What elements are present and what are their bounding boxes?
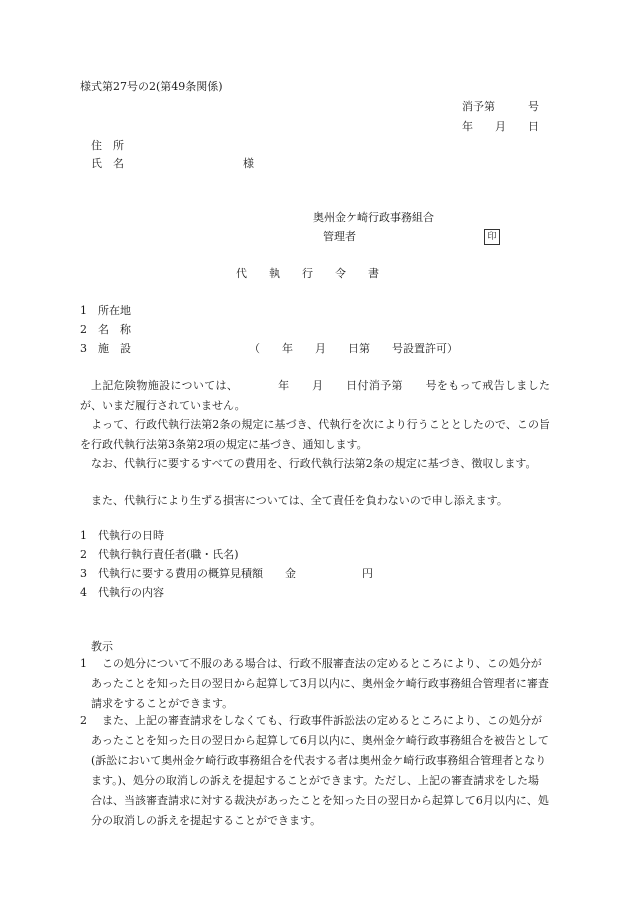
issue-date: 年 月 日 bbox=[462, 120, 539, 133]
item-row-1 bbox=[80, 529, 164, 543]
body-paragraph-3: なお、代執行に要するすべての費用を、行政代執行法第2条の規定に基づき、徴収します。 bbox=[91, 457, 537, 470]
note-num: 1 bbox=[80, 657, 87, 670]
note-text: この処分について不服のある場合は、行政不服審査法の定めるところにより、この処分があったことを知った日の翌日から起算して3月以内に、奥州金ケ崎行政事務組合管理者に審査請求をすることができます。 bbox=[91, 657, 549, 710]
item-num: 1 bbox=[80, 529, 87, 542]
seal-mark: 印 bbox=[484, 229, 500, 245]
facility-row-1 bbox=[80, 304, 131, 318]
note-num: 2 bbox=[80, 714, 87, 727]
facility-label: 名 称 bbox=[98, 323, 131, 336]
form-id: 様式第27号の2(第49条関係) bbox=[80, 80, 223, 93]
item-text: 代執行の内容 bbox=[98, 586, 164, 599]
facility-row-2 bbox=[80, 323, 131, 337]
sender-title: 管理者 bbox=[323, 230, 356, 243]
body-paragraph-4: また、代執行により生ずる損害については、全て責任を負わないので申し添えます。 bbox=[91, 494, 508, 507]
name-label: 氏 名 bbox=[91, 157, 124, 170]
note-text: また、上記の審査請求をしなくても、行政事件訴訟法の定めるところにより、この処分があったことを知った日の翌日から起算して6月以内に、奥州金ケ崎行政事務組合を被告として(訴訟において奥州金ケ崎行政事務組合を代表する者は奥州金ケ崎行政事務組合管理者となります。)、処分の取消しの訴えを提起することができます。ただし、上記の審査請求をした場合は、当該審査請求に対する裁決があったことを知った日の翌日から起算して6月以内に、処分の取消しの訴えを提起することができます。 bbox=[91, 714, 549, 827]
body-paragraph-2: よって、行政代執行法第2条の規定に基づき、代執行を次により行うこととしたので、この旨を行政代執行法第3条第2項の規定に基づき、通知します。 bbox=[80, 418, 550, 451]
facility-permit: （ 年 月 日第 号設置許可） bbox=[249, 342, 458, 355]
item-num: 4 bbox=[80, 586, 87, 599]
instruction-heading: 教示 bbox=[91, 640, 113, 653]
facility-label: 施 設 bbox=[98, 342, 131, 355]
facility-label: 所在地 bbox=[98, 304, 131, 317]
item-text: 代執行執行責任者(職・氏名) bbox=[98, 548, 239, 561]
item-row-2 bbox=[80, 548, 239, 562]
address-label: 住 所 bbox=[91, 139, 124, 152]
sender-org: 奥州金ケ崎行政事務組合 bbox=[313, 211, 434, 224]
instruction-note-2 bbox=[80, 711, 550, 831]
facility-num: 1 bbox=[80, 304, 87, 317]
instruction-note-1 bbox=[80, 654, 550, 714]
honorific: 様 bbox=[243, 157, 254, 170]
facility-row-3 bbox=[80, 342, 131, 356]
item-text: 代執行の日時 bbox=[98, 529, 164, 542]
item-row-3 bbox=[80, 567, 373, 581]
doc-number: 消予第 号 bbox=[462, 100, 539, 113]
document-title: 代 執 行 令 書 bbox=[236, 267, 379, 280]
body-paragraph-1: 上記危険物施設については、 年 月 日付消予第 号をもって戒告しましたが、いまだ履行されていません。 bbox=[80, 379, 550, 412]
facility-num: 3 bbox=[80, 342, 87, 355]
item-row-4 bbox=[80, 586, 164, 600]
item-num: 2 bbox=[80, 548, 87, 561]
facility-num: 2 bbox=[80, 323, 87, 336]
item-num: 3 bbox=[80, 567, 87, 580]
item-text: 代執行に要する費用の概算見積額 金 円 bbox=[98, 567, 373, 580]
